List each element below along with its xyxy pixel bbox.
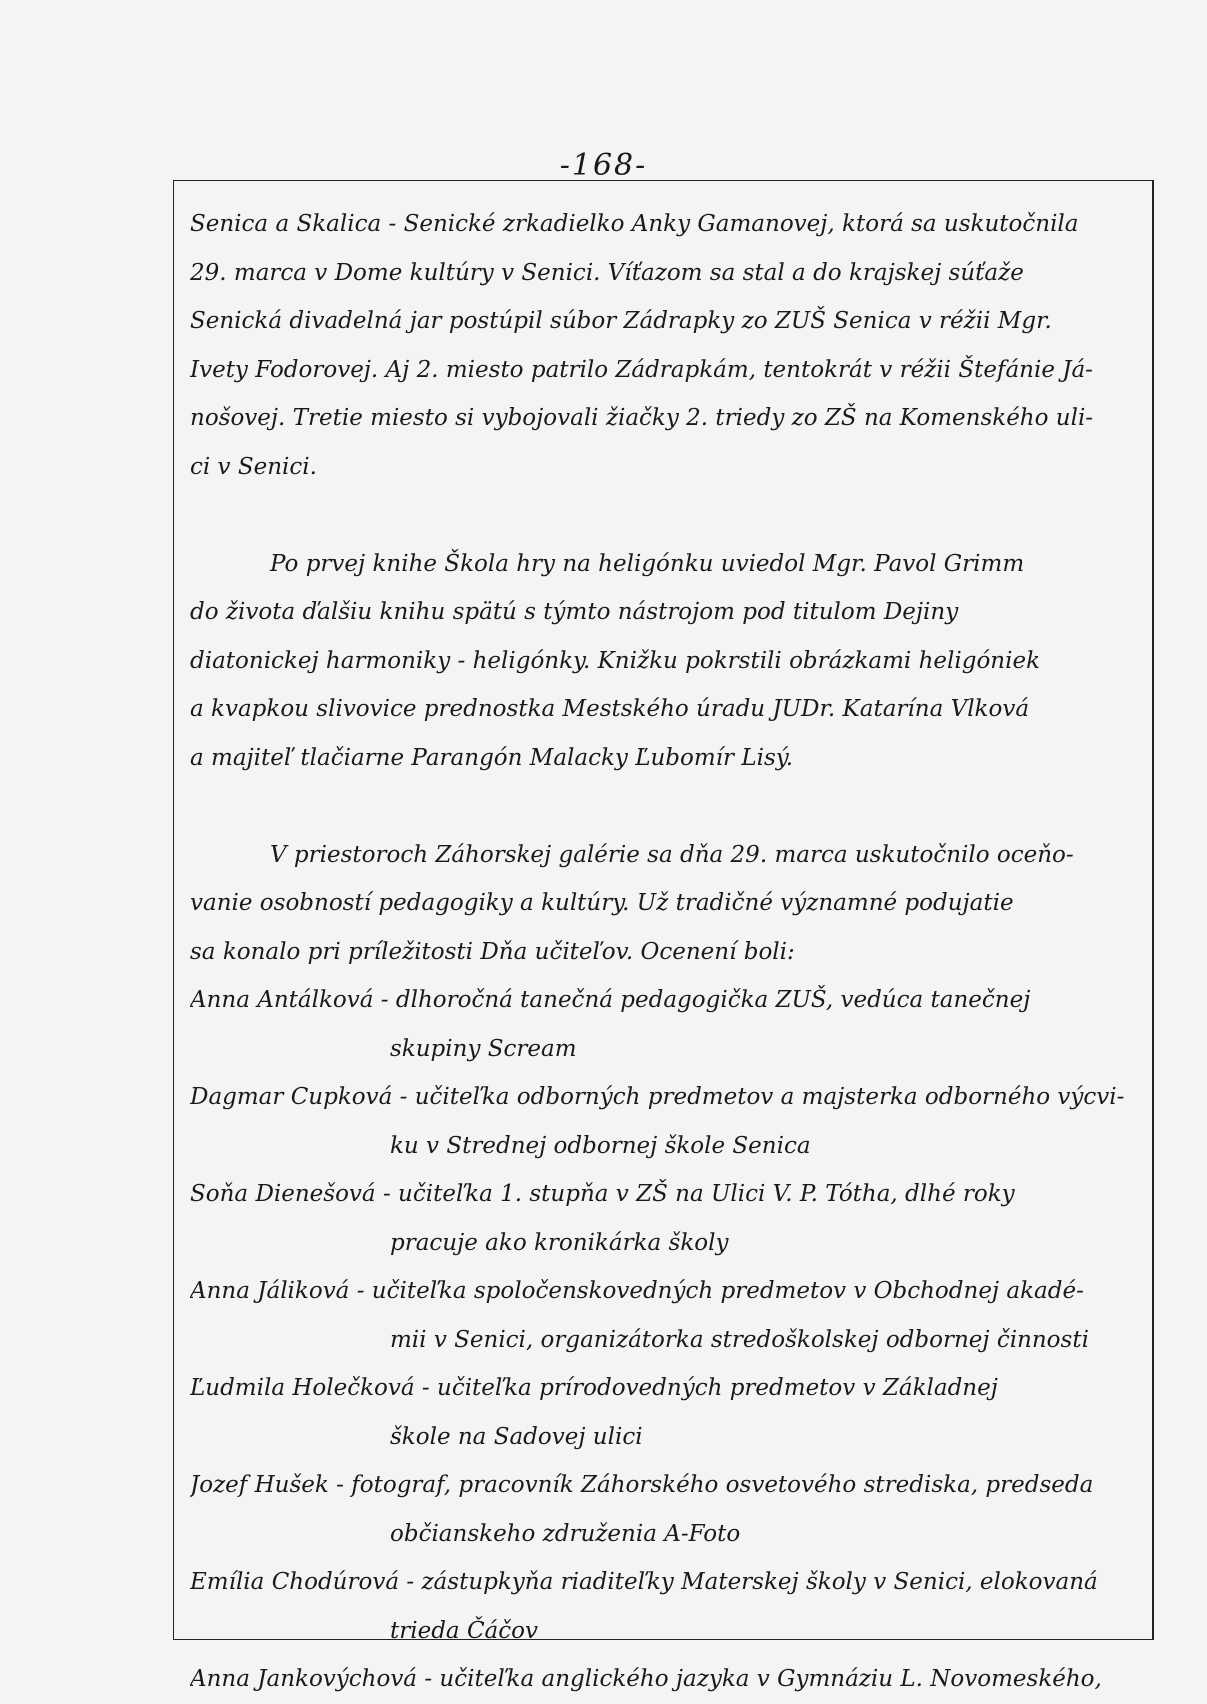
honoree-entry bbox=[190, 1364, 1140, 1461]
honoree-entry bbox=[190, 1655, 1140, 1704]
honoree-entry bbox=[190, 1073, 1140, 1170]
text-line: diatonickej harmoniky - heligónky. Knižku pokrstili obrázkami heligóniek bbox=[190, 647, 1041, 674]
honoree-name: Anna Jáliková bbox=[190, 1278, 350, 1304]
text-line: V priestoroch Záhorskej galérie sa dňa 29. marca uskutočnilo oceňo- bbox=[270, 841, 1074, 868]
honoree-name: Anna Antálková bbox=[190, 987, 374, 1013]
text-line: a majiteľ tlačiarne Parangón Malacky Ľubomír Lisý. bbox=[190, 744, 794, 771]
honoree-entry bbox=[190, 976, 1140, 1073]
honoree-entry bbox=[190, 1461, 1140, 1558]
text-line: ci v Senici. bbox=[190, 453, 317, 480]
honoree-line bbox=[190, 1364, 1140, 1413]
honoree-desc-cont: občianskeho združenia A-Foto bbox=[390, 1520, 741, 1547]
paragraph-2 bbox=[190, 540, 1140, 783]
paragraph-1 bbox=[190, 200, 1140, 491]
honoree-line bbox=[190, 1170, 1140, 1219]
text-line: a kvapkou slivovice prednostka Mestského úradu JUDr. Katarína Vlková bbox=[190, 696, 1030, 722]
honoree-name: Emília Chodúrová bbox=[190, 1569, 400, 1595]
honoree-entry bbox=[190, 1558, 1140, 1655]
paragraph-3 bbox=[190, 831, 1140, 977]
honoree-desc: - učiteľka anglického jazyka v Gymnáziu L. Novomeského, bbox=[424, 1666, 1102, 1692]
text-line: Po prvej knihe Škola hry na heligónku uviedol Mgr. Pavol Grimm bbox=[270, 550, 1025, 577]
text-line: do života ďalšiu knihu spätú s týmto nástrojom pod titulom Dejiny bbox=[190, 599, 959, 625]
honoree-desc: - učiteľka spoločenskovedných predmetov v Obchodnej akadé- bbox=[356, 1278, 1084, 1304]
text-line: Ivety Fodorovej. Aj 2. miesto patrilo Zádrapkám, tentokrát v réžii Štefánie Já- bbox=[190, 356, 1093, 383]
text-line: Senická divadelná jar postúpil súbor Zádrapky zo ZUŠ Senica v réžii Mgr. bbox=[190, 308, 1052, 334]
honoree-line bbox=[190, 1267, 1140, 1316]
honoree-desc-cont: trieda Čáčov bbox=[390, 1617, 538, 1644]
text-line: Senica a Skalica - Senické zrkadielko Anky Gamanovej, ktorá sa uskutočnila bbox=[190, 211, 1079, 237]
honoree-desc: - zástupkyňa riaditeľky Materskej školy v Senici, elokovaná bbox=[406, 1569, 1098, 1595]
honoree-line bbox=[190, 1655, 1140, 1704]
honoree-desc: - dlhoročná tanečná pedagogička ZUŠ, vedúca tanečnej bbox=[380, 987, 1031, 1013]
honoree-desc-cont: pracuje ako kronikárka školy bbox=[390, 1229, 729, 1256]
honoree-line bbox=[190, 1073, 1140, 1122]
text-line: nošovej. Tretie miesto si vybojovali žiačky 2. triedy zo ZŠ na Komenského uli- bbox=[190, 405, 1094, 431]
honoree-desc: - fotograf, pracovník Záhorského osvetového strediska, predseda bbox=[336, 1472, 1094, 1498]
honoree-name: Dagmar Cupková bbox=[190, 1084, 393, 1110]
honoree-desc: - učiteľka 1. stupňa v ZŠ na Ulici V. P. Tótha, dlhé roky bbox=[382, 1181, 1015, 1207]
honoree-desc: - učiteľka prírodovedných predmetov v Základnej bbox=[421, 1375, 998, 1401]
honoree-list bbox=[190, 976, 1140, 1704]
page-number: -168- bbox=[559, 148, 648, 183]
honoree-name: Jozef Hušek bbox=[190, 1472, 329, 1498]
honoree-desc-cont: škole na Sadovej ulici bbox=[390, 1423, 643, 1450]
honoree-line bbox=[190, 976, 1140, 1025]
honoree-name: Ľudmila Holečková bbox=[190, 1375, 415, 1401]
honoree-desc: - učiteľka odborných predmetov a majsterka odborného výcvi- bbox=[399, 1084, 1125, 1110]
text-line: 29. marca v Dome kultúry v Senici. Víťazom sa stal a do krajskej súťaže bbox=[190, 259, 1024, 286]
text-line: vanie osobností pedagogiky a kultúry. Už tradičné významné podujatie bbox=[190, 890, 1014, 916]
text-line: sa konalo pri príležitosti Dňa učiteľov. Ocenení boli: bbox=[190, 938, 795, 965]
honoree-name: Soňa Dienešová bbox=[190, 1181, 376, 1207]
honoree-name: Anna Jankovýchová bbox=[190, 1666, 418, 1692]
honoree-desc-cont: mii v Senici, organizátorka stredoškolskej odbornej činnosti bbox=[390, 1326, 1089, 1353]
honoree-line bbox=[190, 1461, 1140, 1510]
honoree-line bbox=[190, 1558, 1140, 1607]
honoree-desc-cont: ku v Strednej odbornej škole Senica bbox=[390, 1132, 811, 1159]
handwritten-text bbox=[190, 200, 1140, 1704]
honoree-entry bbox=[190, 1170, 1140, 1267]
honoree-entry bbox=[190, 1267, 1140, 1364]
honoree-desc-cont: skupiny Scream bbox=[390, 1035, 577, 1062]
